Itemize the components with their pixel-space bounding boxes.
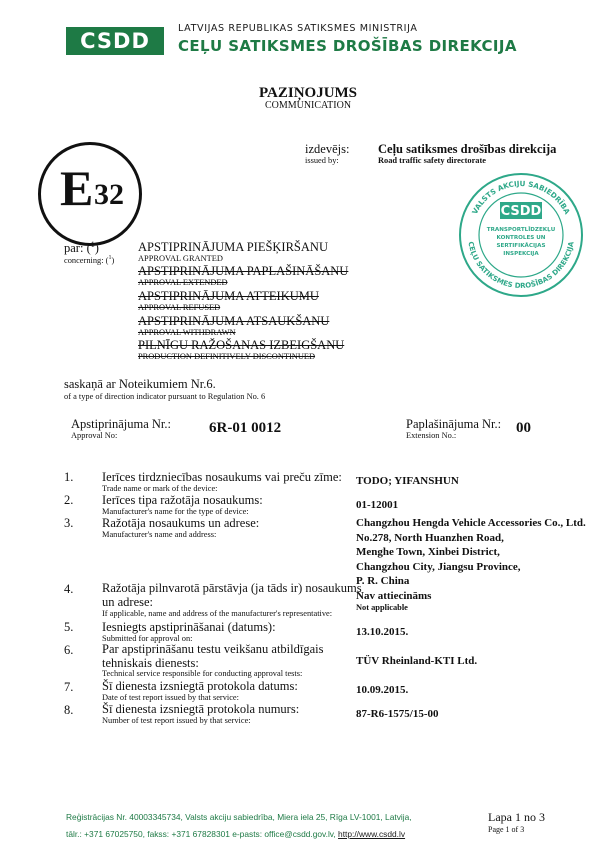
directorate-name: CEĻU SATIKSMES DROŠĪBAS DIREKCIJA — [178, 37, 517, 55]
option-withdrawn-en: APPROVAL WITHDRAWN — [138, 328, 236, 337]
regulation-text-en: of a type of direction indicator pursuant to Regulation No. 6 — [64, 392, 266, 401]
item-value-en: Not applicable — [356, 603, 408, 612]
item-value: Nav attiecināms — [356, 590, 432, 602]
option-extended-en: APPROVAL EXTENDED — [138, 278, 228, 287]
svg-text:CSDD: CSDD — [500, 204, 542, 219]
issuer-label-en: issued by: — [305, 156, 339, 165]
issuer-label: izdevējs: — [305, 142, 350, 156]
extension-label-en: Extension No.: — [406, 431, 457, 440]
item-label-en: Technical service responsible for conducting approval tests: — [102, 669, 303, 678]
item-value: 01-12001 — [356, 499, 399, 511]
item-label-en: If applicable, name and address of the manufacturer's representative: — [102, 609, 333, 618]
csdd-logo: CSDD — [66, 27, 164, 55]
regulation-text: saskaņā ar Noteikumiem Nr.6. — [64, 377, 216, 391]
item-number: 3. — [64, 516, 74, 530]
footer-contacts: tālr.: +371 67025750, fakss: +371 67828301 e-pasts: office@csdd.gov.lv, http://www.csdd.lv — [66, 829, 406, 839]
item-label-en: Manufacturer's name and address: — [102, 530, 217, 539]
option-granted: APSTIPRINĀJUMA PIEŠĶIRŠANU — [138, 240, 328, 254]
item-label-en: Date of test report issued by that service: — [102, 693, 239, 702]
item-label-en: Submitted for approval on: — [102, 634, 193, 643]
option-refused-en: APPROVAL REFUSED — [138, 303, 221, 312]
item-value: TODO; YIFANSHUN — [356, 475, 459, 487]
extension-number: 00 — [516, 420, 531, 436]
item-label: Ražotāja nosaukums un adrese: — [102, 516, 260, 530]
item-label-en: Number of test report issued by that service: — [102, 716, 251, 725]
option-discontinued: PILNĪGU RAŽOŠANAS IZBEIGŠANU — [138, 338, 345, 352]
item-value: 87-R6-1575/15-00 — [356, 708, 439, 720]
e-mark-number: 32 — [94, 178, 124, 211]
item-number: 6. — [64, 643, 74, 657]
concerning-label: par: ($^1$) — [64, 240, 99, 256]
item-value: 13.10.2015. — [356, 626, 409, 638]
svg-text:KONTROLES UN: KONTROLES UN — [496, 235, 546, 241]
option-refused: APSTIPRINĀJUMA ATTEIKUMU — [138, 289, 319, 303]
option-extended: APSTIPRINĀJUMA PAPLAŠINĀŠANU — [138, 264, 349, 278]
option-granted-en: APPROVAL GRANTED — [138, 254, 223, 263]
item-number: 7. — [64, 680, 74, 694]
concerning-label-en: concerning: ($^1$) — [64, 255, 115, 265]
extension-label: Paplašinājuma Nr.: — [406, 417, 502, 431]
document-title: PAZIŅOJUMS — [258, 85, 358, 101]
item-label: Šī dienesta izsniegtā protokola numurs: — [102, 702, 300, 716]
page-number: Lapa 1 no 3 — [488, 810, 545, 824]
item-label-en: Trade name or mark of the device: — [102, 484, 218, 493]
approval-label: Apstiprinājuma Nr.: — [71, 417, 171, 431]
approval-number: 6R-01 0012 — [209, 420, 282, 436]
item-label: Ierīces tipa ražotāja nosaukums: — [102, 493, 263, 507]
svg-text:TRANSPORTLĪDZEKĻU: TRANSPORTLĪDZEKĻU — [486, 227, 556, 233]
item-number: 1. — [64, 470, 74, 484]
manufacturer-address: Changzhou Hengda Vehicle Accessories Co., Ltd. No.278, North Huanzhen Road, Menghe Town, Xinbei District, Changzhou City, Jiangsu Province, P. R. China — [356, 517, 586, 587]
option-withdrawn: APSTIPRINĀJUMA ATSAUKŠANU — [138, 314, 330, 328]
svg-text:INSPEKCIJA: INSPEKCIJA — [503, 251, 539, 257]
svg-text:SERTIFIKĀCIJAS: SERTIFIKĀCIJAS — [496, 243, 546, 249]
official-stamp — [458, 172, 584, 298]
item-number: 2. — [64, 493, 74, 507]
document-subtitle: COMMUNICATION — [264, 100, 352, 111]
svg-text:VALSTS AKCIJU SABIEDRĪBA: VALSTS AKCIJU SABIEDRĪBA — [470, 178, 572, 216]
approval-label-en: Approval No: — [71, 431, 118, 440]
svg-text:CEĻU SATIKSMES DROŠĪBAS DIREKC: CEĻU SATIKSMES DROŠĪBAS DIREKCIJA — [466, 240, 576, 291]
ministry-name: LATVIJAS REPUBLIKAS SATIKSMES MINISTRIJA — [178, 23, 418, 34]
item-number: 5. — [64, 620, 74, 634]
item-value: 10.09.2015. — [356, 684, 409, 696]
item-label: Par apstiprināšanu testu veikšanu atbildīgais tehniskais dienests: — [102, 642, 324, 670]
option-discontinued-en: PRODUCTION DEFINITIVELY DISCONTINUED — [138, 352, 316, 361]
item-number: 8. — [64, 703, 74, 717]
website-link[interactable]: http://www.csdd.lv — [338, 829, 406, 839]
e-mark-letter: E — [60, 160, 94, 216]
item-label-en: Manufacturer's name for the type of device: — [102, 507, 249, 516]
item-label: Ierīces tirdzniecības nosaukums vai preču zīme: — [102, 470, 342, 484]
item-label: Iesniegts apstiprināšanai (datums): — [102, 620, 276, 634]
item-label: Šī dienesta izsniegtā protokola datums: — [102, 679, 298, 693]
item-value: TÜV Rheinland-KTI Ltd. — [356, 655, 478, 667]
issuer-value: Ceļu satiksmes drošības direkcija — [378, 142, 557, 156]
footer-registration: Reģistrācijas Nr. 40003345734, Valsts akciju sabiedrība, Miera iela 25, Rīga LV-1001, Latvija, — [66, 812, 412, 822]
issuer-value-en: Road traffic safety directorate — [378, 156, 486, 165]
item-number: 4. — [64, 582, 74, 596]
item-label: Ražotāja pilnvarotā pārstāvja (ja tāds ir) nosaukums un adrese: — [102, 581, 362, 609]
page-number-en: Page 1 of 3 — [488, 825, 525, 834]
